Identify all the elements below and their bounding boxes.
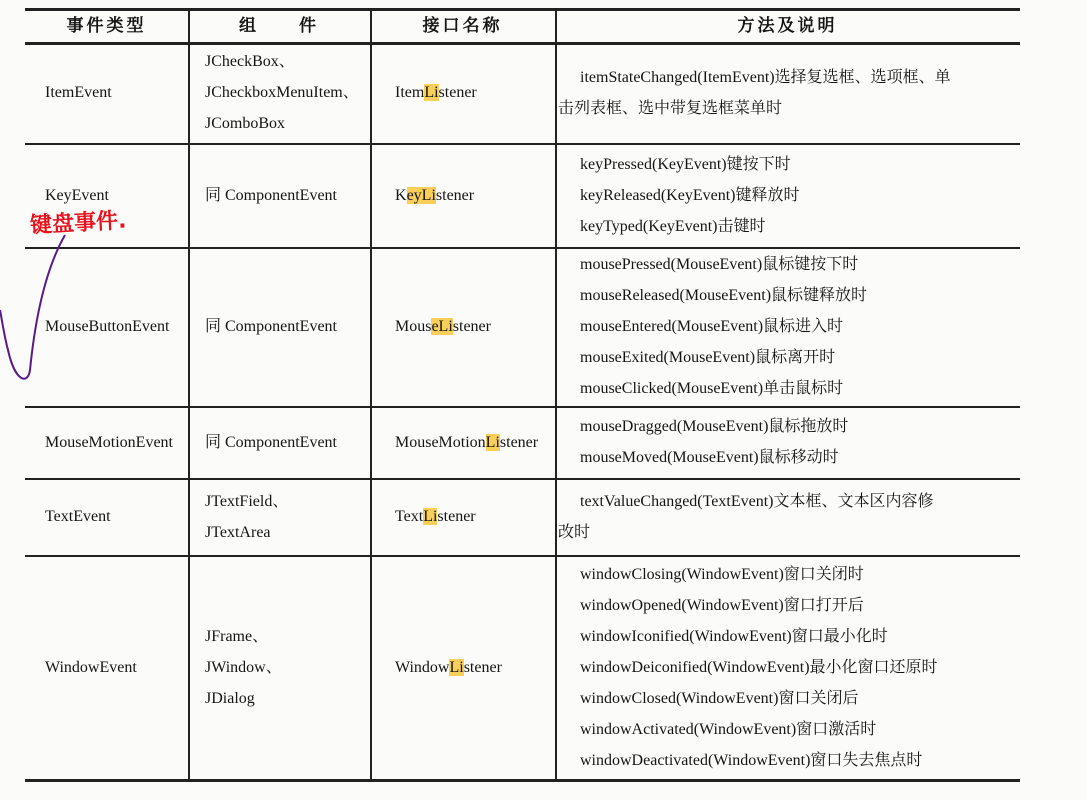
component-name: JCheckboxMenuItem、 [205, 84, 359, 101]
component-name: 同 ComponentEvent [205, 433, 337, 451]
method-line: keyReleased(KeyEvent)键释放时 [580, 186, 800, 204]
listener-interface [395, 406, 575, 478]
component-name: 同 ComponentEvent [205, 186, 337, 204]
components [205, 555, 375, 779]
method-line: windowOpened(WindowEvent)窗口打开后 [580, 596, 864, 614]
listener-interface [395, 555, 575, 779]
listener-part: stener [438, 84, 477, 101]
component-name: JFrame、 [205, 627, 269, 645]
event-type: MouseMotionEvent [45, 433, 173, 451]
methods [558, 42, 1018, 143]
method-line: textValueChanged(TextEvent)文本框、文本区内容修 [580, 492, 934, 510]
listener-part: MouseMotion [395, 433, 486, 451]
methods [558, 247, 1018, 406]
listener-part: Mous [395, 318, 432, 335]
method-line: mouseDragged(MouseEvent)鼠标拖放时 [580, 418, 849, 435]
components [205, 406, 375, 478]
table-row [25, 555, 1020, 779]
listener-part: Item [395, 84, 425, 101]
table-row [25, 42, 1020, 143]
event-type: ItemEvent [45, 84, 112, 101]
header-row [25, 8, 1020, 42]
listener-part: stener [463, 658, 502, 676]
components [205, 478, 375, 555]
component-name: JComboBox [205, 115, 286, 132]
method-line: mouseEntered(MouseEvent)鼠标进入时 [580, 318, 844, 335]
table-row [25, 143, 1020, 247]
method-line: windowDeactivated(WindowEvent)窗口失去焦点时 [580, 751, 923, 769]
component-name: JTextField、 [205, 492, 289, 510]
table-row [25, 406, 1020, 478]
component-name: JCheckBox、 [205, 53, 295, 70]
method-line: itemStateChanged(ItemEvent)选择复选框、选项框、单 [580, 68, 951, 86]
method-line: mouseExited(MouseEvent)鼠标离开时 [580, 349, 836, 366]
listener-interface [395, 247, 575, 406]
method-line: windowClosing(WindowEvent)窗口关闭时 [580, 565, 864, 583]
highlighted-text: Li [423, 508, 438, 525]
method-line: windowDeiconified(WindowEvent)最小化窗口还原时 [580, 658, 938, 676]
table-bottom-rule [25, 779, 1020, 782]
component-name: 同 ComponentEvent [205, 318, 337, 335]
method-line: 改时 [558, 523, 591, 541]
table-row [25, 478, 1020, 555]
listener-part: Text [395, 508, 424, 525]
header-methods: 方法及说明 [737, 15, 838, 35]
method-line: windowClosed(WindowEvent)窗口关闭后 [580, 689, 859, 707]
highlighted-text: eyLi [406, 186, 436, 204]
listener-part: stener [435, 186, 475, 204]
component-name: JDialog [205, 689, 255, 707]
components [205, 42, 375, 143]
event-type: MouseButtonEvent [45, 318, 170, 335]
listener-part: stener [437, 508, 476, 525]
handwritten-annotation: 键盘事件. [29, 208, 128, 239]
method-line: keyPressed(KeyEvent)键按下时 [580, 155, 791, 173]
listener-part: K [395, 186, 407, 204]
method-line: mouseClicked(MouseEvent)单击鼠标时 [580, 380, 844, 397]
event-type: TextEvent [45, 508, 111, 525]
methods [558, 143, 1018, 247]
component-name: JWindow、 [205, 658, 282, 676]
components [205, 247, 375, 406]
method-line: mousePressed(MouseEvent)鼠标键按下时 [580, 256, 859, 273]
method-line: windowActivated(WindowEvent)窗口激活时 [580, 720, 877, 738]
highlighted-text: eLi [431, 318, 453, 335]
method-line: windowIconified(WindowEvent)窗口最小化时 [580, 627, 888, 645]
method-line: mouseMoved(MouseEvent)鼠标移动时 [580, 449, 839, 466]
listener-part: stener [452, 318, 491, 335]
listener-part: stener [499, 433, 539, 451]
method-line: mouseReleased(MouseEvent)鼠标键释放时 [580, 287, 868, 304]
event-type: KeyEvent [45, 186, 109, 204]
method-line: keyTyped(KeyEvent)击键时 [580, 217, 766, 235]
method-line: 击列表框、选中带复选框菜单时 [558, 99, 783, 117]
listener-interface [395, 42, 575, 143]
highlighted-text: Li [485, 433, 500, 451]
listener-interface [395, 478, 575, 555]
pen-stroke [0, 220, 80, 390]
highlighted-text: Li [449, 658, 464, 676]
component-name: JTextArea [205, 523, 271, 541]
header-event-type: 事件类型 [66, 15, 147, 35]
table-row [25, 247, 1020, 406]
listener-interface [395, 143, 575, 247]
listener-part: Window [395, 658, 450, 676]
highlighted-text: Li [424, 84, 439, 101]
methods [558, 406, 1018, 478]
header-component: 组 件 [239, 15, 319, 35]
components [205, 143, 375, 247]
methods [558, 478, 1018, 555]
methods [558, 555, 1018, 779]
header-interface: 接口名称 [422, 15, 503, 35]
event-type: WindowEvent [45, 658, 137, 676]
